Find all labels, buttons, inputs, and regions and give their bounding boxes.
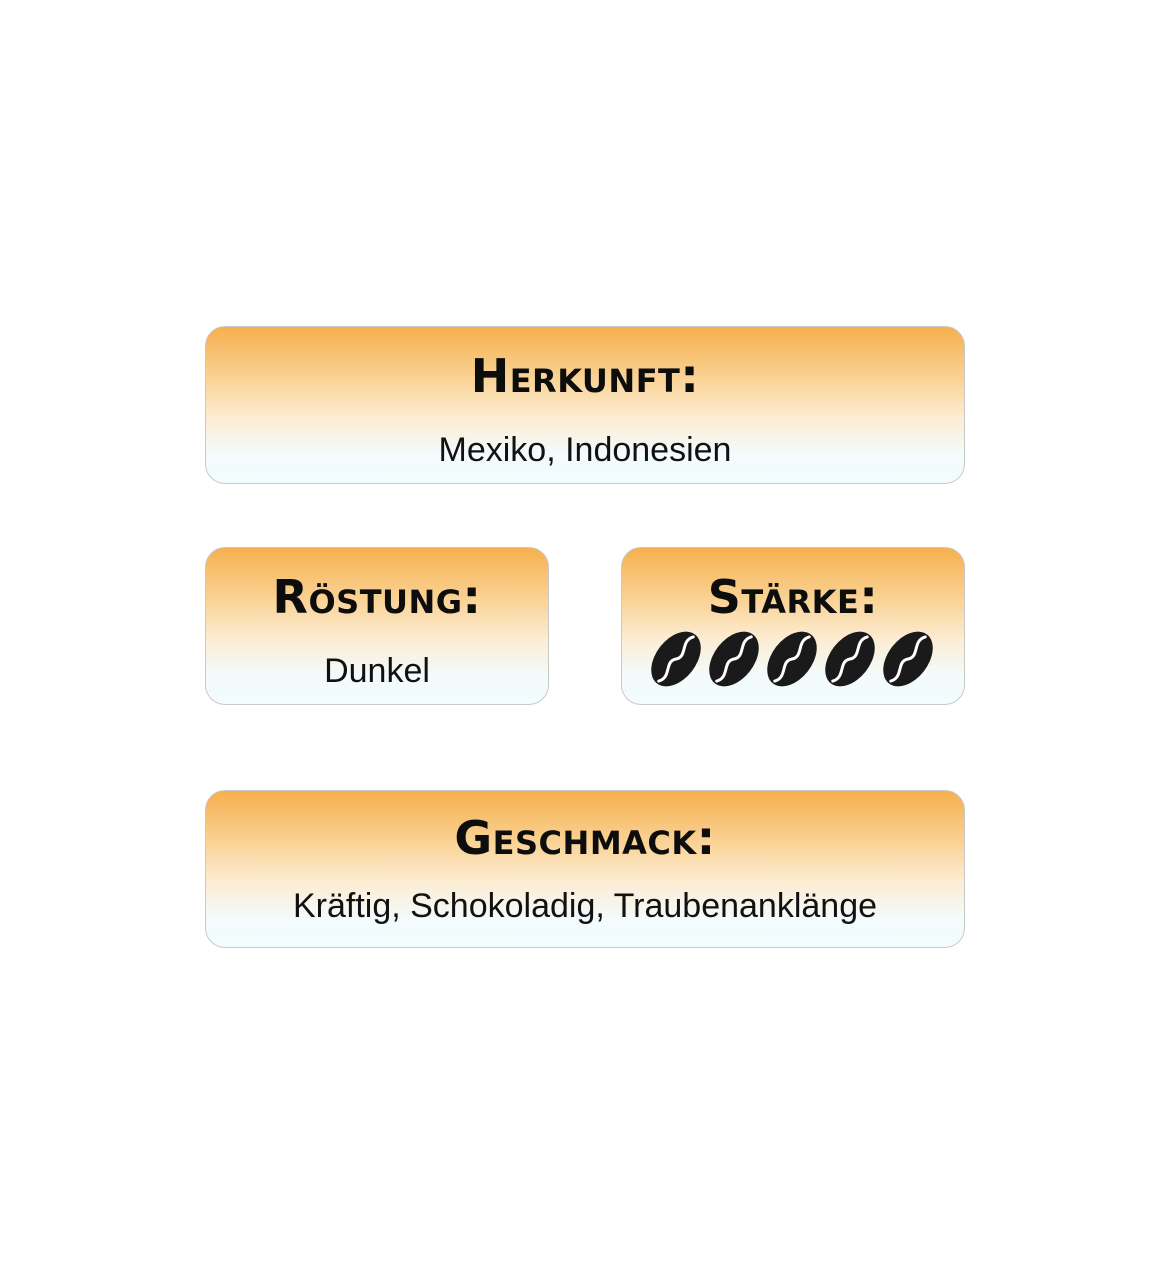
coffee-bean-icon [762, 628, 822, 690]
origin-title: Herkunft: [470, 349, 700, 403]
origin-card [205, 326, 965, 484]
origin-value: Mexiko, Indonesien [438, 431, 732, 469]
taste-card [205, 790, 965, 948]
roast-value: Dunkel [324, 652, 430, 690]
roast-card [205, 547, 549, 705]
coffee-bean-icon [820, 628, 880, 690]
coffee-bean-icon [646, 628, 706, 690]
roast-title: Röstung: [272, 570, 482, 624]
coffee-bean-icon [878, 628, 938, 690]
strength-rating [646, 626, 940, 692]
strength-title: Stärke: [707, 570, 879, 624]
taste-value: Kräftig, Schokoladig, Traubenanklänge [292, 887, 878, 925]
strength-card [621, 547, 965, 705]
taste-title: Geschmack: [454, 811, 716, 865]
coffee-bean-icon [704, 628, 764, 690]
